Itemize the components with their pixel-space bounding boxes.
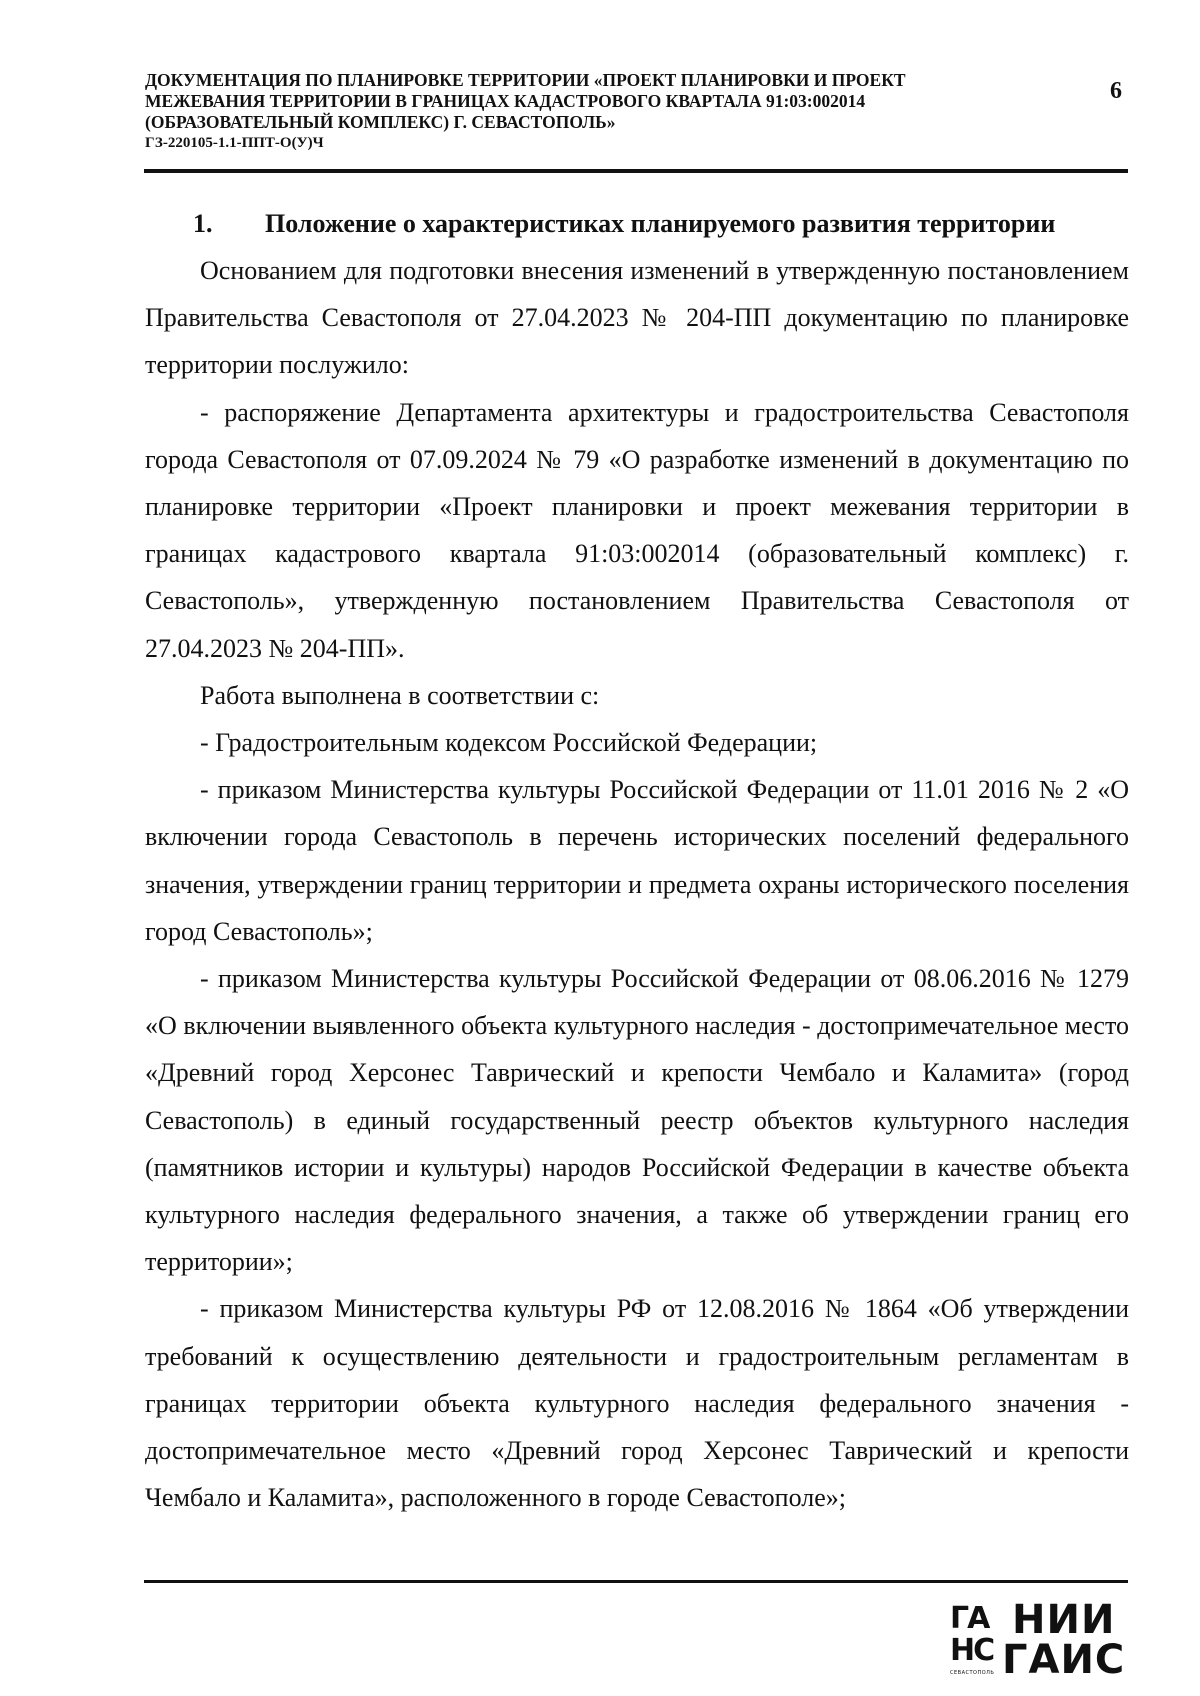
section-heading — [145, 200, 1129, 247]
document-code: ГЗ-220105-1.1-ППТ-О(У)Ч — [145, 135, 324, 151]
nii-gais-logo — [950, 1597, 1130, 1683]
logo-mark-bottom: НС — [950, 1633, 994, 1668]
body-paragraph: - Градостроительным кодексом Российской Федерации; — [200, 728, 818, 758]
document-body — [145, 200, 1129, 1521]
logo-text-bottom: ГАИС — [1002, 1637, 1126, 1683]
body-paragraph: Основанием для подготовки внесения изменений в утвержденную постановлением Правительства Севастополя от 27.04.2023 № 204-ПП документацию по планировке территории послужило: — [145, 256, 1129, 380]
document-header — [145, 70, 995, 154]
header-title-line: МЕЖЕВАНИЯ ТЕРРИТОРИИ В ГРАНИЦАХ КАДАСТРОВОГО КВАРТАЛА 91:03:002014 — [145, 91, 866, 111]
logo-mark-top: ГА — [950, 1601, 989, 1636]
page-number: 6 — [1110, 78, 1122, 104]
body-paragraph: - распоряжение Департамента архитектуры и градостроительства Севастополя города Севастополя от 07.09.2024 № 79 «О разработке изменений в документацию по планировке территории «Проект планировки и проект межевания территории в границах кадастрового квартала 91:03:002014 (образовательный комплекс) г. Севастополь», утвержденную постановлением Правительства Севастополя от 27.04.2023 № 204-ПП». — [145, 397, 1129, 663]
body-paragraph: - приказом Министерства культуры РФ от 12.08.2016 № 1864 «Об утверждении требований к осуществлению деятельности и градостроительным регламентам в границах территории объекта культурного наследия федерального значения - достопримечательное место «Древний город Херсонес Таврический и крепости Чембало и Каламита», расположенного в городе Севастополе»; — [145, 1294, 1129, 1513]
header-title-line: (ОБРАЗОВАТЕЛЬНЫЙ КОМПЛЕКС) Г. СЕВАСТОПОЛЬ» — [145, 112, 616, 132]
section-title: Положение о характеристиках планируемого развития территории — [265, 209, 1056, 238]
section-number: 1. — [193, 209, 213, 238]
body-paragraph: - приказом Министерства культуры Российской Федерации от 08.06.2016 № 1279 «О включении выявленного объекта культурного наследия - достопримечательное место «Древний город Херсонес Таврический и крепости Чембало и Каламита» (город Севастополь) в единый государственный реестр объектов культурного наследия (памятников истории и культуры) народов Российской Федерации в качестве объекта культурного наследия федерального значения, а также об утверждении границ его территории»; — [145, 964, 1129, 1277]
header-divider — [144, 169, 1128, 173]
logo-text-top: НИИ — [1012, 1597, 1116, 1643]
body-paragraph: - приказом Министерства культуры Российской Федерации от 11.01 2016 № 2 «О включении города Севастополь в перечень исторических поселений федерального значения, утверждении границ территории и предмета охраны исторического поселения город Севастополь»; — [145, 775, 1129, 946]
logo-city: СЕВАСТОПОЛЬ — [950, 1670, 995, 1676]
header-title-line: ДОКУМЕНТАЦИЯ ПО ПЛАНИРОВКЕ ТЕРРИТОРИИ «ПРОЕКТ ПЛАНИРОВКИ И ПРОЕКТ — [145, 70, 906, 90]
footer-divider — [144, 1580, 1128, 1583]
body-paragraph: Работа выполнена в соответствии с: — [200, 680, 600, 710]
